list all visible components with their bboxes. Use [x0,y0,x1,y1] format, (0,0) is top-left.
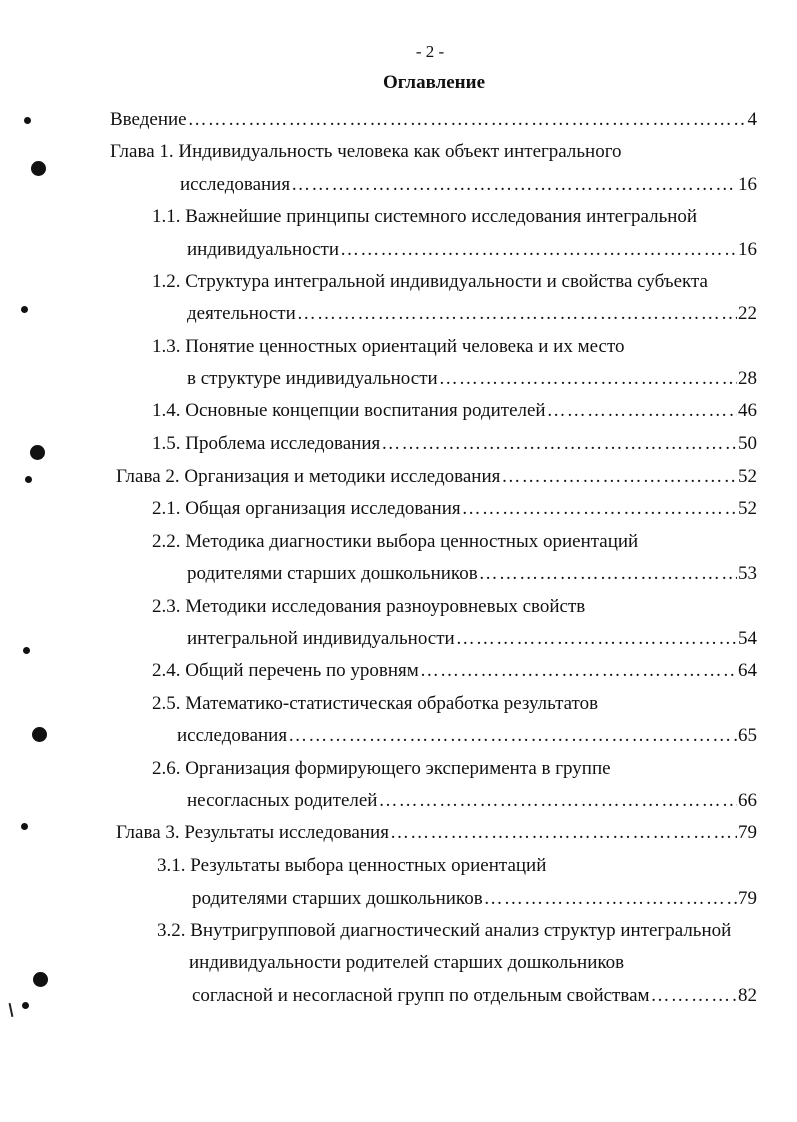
toc-entry-text: согласной и несогласной групп по отдельным свойствам [192,985,650,1006]
toc-entry-text: 1.3. Понятие ценностных ориентаций человека и их место [152,336,625,357]
punch-hole-mark [30,445,45,460]
toc-entry-text: исследования [177,725,288,746]
toc-entry-2-6-cont[interactable] [187,786,757,812]
toc-page-number: 79 [738,822,757,843]
toc-page-number: 52 [738,466,757,487]
leader-dots [297,303,737,325]
toc-page-number: 54 [738,628,757,649]
toc-entry-2-5-cont[interactable] [177,721,757,747]
toc-entry-3-1-cont[interactable] [192,884,757,910]
scan-mark [9,1003,14,1017]
punch-hole-mark [33,972,48,987]
toc-entry-3-2-cont[interactable] [189,948,624,974]
toc-entry-chapter-1[interactable] [110,137,622,163]
punch-hole-mark [25,476,32,483]
toc-entry-3-2[interactable] [157,916,731,942]
leader-dots [501,466,737,488]
toc-page-number: 65 [738,725,757,746]
leader-dots [484,888,737,910]
leader-dots [340,239,737,261]
toc-entry-3-2-cont-2[interactable] [192,981,757,1007]
toc-entry-text: родителями старших дошкольников [187,563,478,584]
leader-dots [479,563,737,585]
toc-entry-1-3[interactable] [152,332,625,358]
punch-hole-mark [21,306,28,313]
leader-dots [439,368,737,390]
toc-page-number: 53 [738,563,757,584]
toc-entry-1-1-cont[interactable] [187,235,757,261]
toc-entry-text: 2.6. Организация формирующего эксперимента в группе [152,758,611,779]
punch-hole-mark [32,727,47,742]
toc-entry-text: 2.5. Математико-статистическая обработка результатов [152,693,599,714]
toc-entry-1-4[interactable] [152,396,757,422]
toc-entry-text: 2.2. Методика диагностики выбора ценностных ориентаций [152,531,639,552]
punch-hole-mark [31,161,46,176]
toc-entry-text: 2.1. Общая организация исследования [152,498,461,519]
toc-entry-text: 1.2. Структура интегральной индивидуальности и свойства субъекта [152,271,708,292]
toc-entry-text: деятельности [187,303,296,324]
toc-page-number: 16 [738,174,757,195]
page-number: - 2 - [415,42,445,61]
punch-hole-mark [22,1002,29,1009]
leader-dots [378,790,737,812]
toc-entry-text: родителями старших дошкольников [192,888,483,909]
toc-entry-text: в структуре индивидуальности [187,368,438,389]
toc-entry-2-3[interactable] [152,592,585,618]
toc-page-number: 66 [738,790,757,811]
toc-entry-2-1[interactable] [152,494,757,520]
toc-entry-text: исследования [180,174,291,195]
toc-entry-chapter-3[interactable] [116,818,757,844]
toc-entry-text: индивидуальности [187,239,340,260]
toc-entry-introduction[interactable] [110,105,757,131]
leader-dots [420,660,737,682]
toc-page-number: 46 [738,400,757,421]
leader-dots [291,174,737,196]
toc-entry-2-6[interactable] [152,754,611,780]
toc-entry-text: 1.4. Основные концепции воспитания родителей [152,400,546,421]
leader-dots [288,725,737,747]
toc-entry-3-1[interactable] [157,851,546,877]
toc-entry-1-5[interactable] [152,429,757,455]
toc-entry-2-5[interactable] [152,689,598,715]
toc-page-number: 52 [738,498,757,519]
toc-entry-text: индивидуальности родителей старших дошкольников [189,952,625,973]
toc-entry-2-3-cont[interactable] [187,624,757,650]
leader-dots [188,109,747,131]
toc-entry-text: 1.1. Важнейшие принципы системного исследования интегральной [152,206,698,227]
toc-entry-text: 1.5. Проблема исследования [152,433,381,454]
leader-dots [547,400,737,422]
toc-entry-chapter-1-cont[interactable] [180,170,757,196]
leader-dots [390,822,737,844]
toc-title: Оглавление [382,72,486,93]
toc-entry-text: Глава 2. Организация и методики исследования [116,466,501,487]
punch-hole-mark [21,823,28,830]
toc-entry-text: несогласных родителей [187,790,378,811]
leader-dots [381,433,737,455]
toc-page-number: 28 [738,368,757,389]
toc-entry-2-2[interactable] [152,527,638,553]
toc-page-number: 16 [738,239,757,260]
toc-entry-chapter-2[interactable] [116,462,757,488]
punch-hole-mark [24,117,31,124]
toc-entry-2-2-cont[interactable] [187,559,757,585]
toc-entry-2-4[interactable] [152,656,757,682]
toc-page-number: 82 [738,985,757,1006]
toc-entry-text: 3.1. Результаты выбора ценностных ориентаций [157,855,547,876]
leader-dots [456,628,737,650]
toc-entry-1-2[interactable] [152,267,708,293]
toc-entry-1-3-cont[interactable] [187,364,757,390]
toc-page-number: 64 [738,660,757,681]
toc-entry-1-1[interactable] [152,202,697,228]
toc-entry-text: 2.3. Методики исследования разноуровневых свойств [152,596,586,617]
toc-entry-text: Глава 3. Результаты исследования [116,822,389,843]
toc-entry-1-2-cont[interactable] [187,299,757,325]
toc-entry-text: интегральной индивидуальности [187,628,455,649]
toc-entry-text: Введение [110,109,187,130]
punch-hole-mark [23,647,30,654]
toc-page-number: 50 [738,433,757,454]
toc-page-number: 22 [738,303,757,324]
leader-dots [651,985,737,1007]
toc-entry-text: 3.2. Внутригрупповой диагностический анализ структур интегральной [157,920,732,941]
toc-entry-text: 2.4. Общий перечень по уровням [152,660,419,681]
toc-page-number: 4 [747,109,757,130]
toc-page-number: 79 [738,888,757,909]
toc-entry-text: Глава 1. Индивидуальность человека как объект интегрального [110,141,622,162]
leader-dots [462,498,737,520]
